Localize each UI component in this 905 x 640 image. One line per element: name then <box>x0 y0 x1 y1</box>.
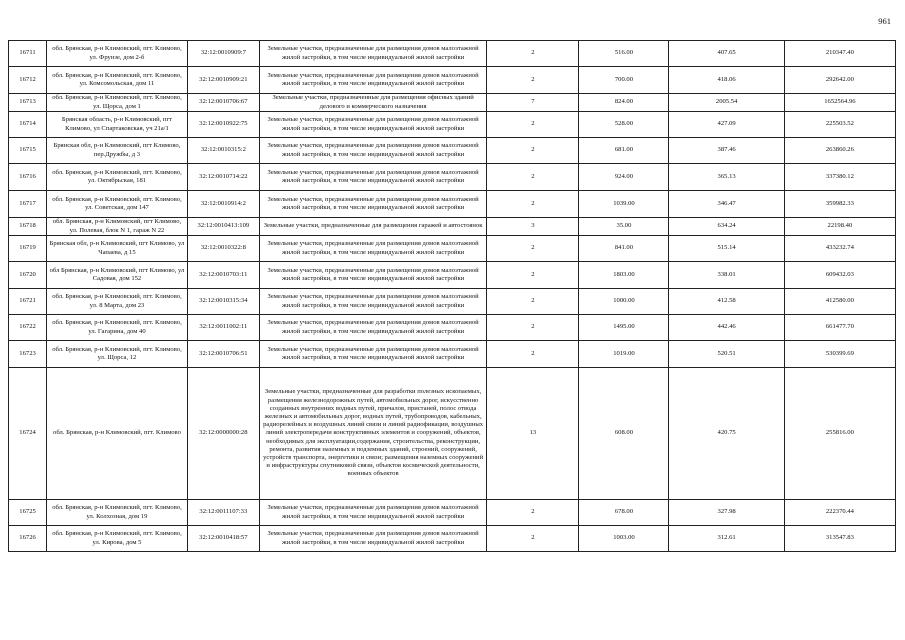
table-row <box>9 138 896 164</box>
cadastral-value-cell: 337380.12 <box>784 164 895 191</box>
page-number: 961 <box>878 16 891 26</box>
land-use-cell: Земельные участки, предназначенные для размещения офисных зданий делового и коммерческого назначения <box>259 94 487 112</box>
table-row <box>9 368 896 500</box>
table-row <box>9 218 896 236</box>
group-code-cell: 2 <box>487 41 579 67</box>
group-code-cell: 2 <box>487 191 579 218</box>
address-cell: обл. Брянская, р-н Климовский, пгт. Климово, ул. Кирова, дом 5 <box>47 526 188 552</box>
area-cell: 1803.00 <box>579 262 669 289</box>
group-code-cell: 2 <box>487 112 579 138</box>
cadastral-number-cell: 32:12:0010714:22 <box>187 164 259 191</box>
cadastral-number-cell: 32:12:0010418:57 <box>187 526 259 552</box>
land-use-cell: Земельные участки, предназначенные для размещения домов малоэтажной жилой застройки, в том числе индивидуальной жилой застройки <box>259 236 487 262</box>
cadastral-value-cell: 292642.00 <box>784 67 895 94</box>
group-code-cell: 2 <box>487 138 579 164</box>
group-code-cell: 2 <box>487 67 579 94</box>
cadastral-number-cell: 32:12:0010703:11 <box>187 262 259 289</box>
land-use-cell: Земельные участки, предназначенные для размещения домов малоэтажной жилой застройки, в том числе индивидуальной жилой застройки <box>259 41 487 67</box>
specific-value-cell: 338.01 <box>669 262 784 289</box>
address-cell: обл. Брянская, р-н Климовский, пгт. Климово, ул. 8 Марта, дом 23 <box>47 289 188 315</box>
group-code-cell: 2 <box>487 289 579 315</box>
cadastral-value-cell: 22198.40 <box>784 218 895 236</box>
address-cell: обл. Брянская, р-н Климовский, пгт. Климово <box>47 368 188 500</box>
specific-value-cell: 412.58 <box>669 289 784 315</box>
cadastral-value-table <box>8 40 896 552</box>
cadastral-number-cell: 32:12:0010909:21 <box>187 67 259 94</box>
area-cell: 824.00 <box>579 94 669 112</box>
land-use-cell: Земельные участки, предназначенные для разработки полезных ископаемых, размещения железнодорожных путей, автомобильных дорог, искусственно созданных внутренних водных путей, причалов, пристаней, полос отвода железных и автомобильных дорог, водных путей, трубопроводов, кабельных, радиорелейных и воздушных линий связи и линий радиофикации, воздушных линий электропередачи конструктивных элементов и сооружений, объектов, необходимых для эксплуатации,содержания, строительства, реконструкции, ремонта, развития наземных и подземных зданий, строений, сооружений, устройств транспорта, энергетики и связи; размещения наземных сооружений и инфраструктуры спутниковой связи, объектов космической деятельности, военных объектов <box>259 368 487 500</box>
area-cell: 841.00 <box>579 236 669 262</box>
table-row <box>9 341 896 368</box>
address-cell: обл. Брянская, р-н Климовский, пгт. Климово, ул. Щорса, дом 1 <box>47 94 188 112</box>
row-number-cell: 16712 <box>9 67 47 94</box>
cadastral-number-cell: 32:12:0010322:8 <box>187 236 259 262</box>
group-code-cell: 2 <box>487 500 579 526</box>
land-use-cell: Земельные участки, предназначенные для размещения домов малоэтажной жилой застройки, в том числе индивидуальной жилой застройки <box>259 289 487 315</box>
row-number-cell: 16720 <box>9 262 47 289</box>
land-use-cell: Земельные участки, предназначенные для размещения гаражей и автостоянок <box>259 218 487 236</box>
land-use-cell: Земельные участки, предназначенные для размещения домов малоэтажной жилой застройки, в том числе индивидуальной жилой застройки <box>259 500 487 526</box>
address-cell: обл. Брянская, р-н Климовский, пгт Климово, ул. Полевая, блок N 1, гараж N 22 <box>47 218 188 236</box>
land-use-cell: Земельные участки, предназначенные для размещения домов малоэтажной жилой застройки, в том числе индивидуальной жилой застройки <box>259 341 487 368</box>
table-body <box>9 41 896 552</box>
table-row <box>9 41 896 67</box>
cadastral-value-cell: 433232.74 <box>784 236 895 262</box>
row-number-cell: 16718 <box>9 218 47 236</box>
cadastral-value-cell: 609432.03 <box>784 262 895 289</box>
row-number-cell: 16724 <box>9 368 47 500</box>
specific-value-cell: 407.65 <box>669 41 784 67</box>
specific-value-cell: 418.06 <box>669 67 784 94</box>
table-row <box>9 315 896 341</box>
address-cell: обл. Брянская, р-н Климовский, пгт. Климово, ул. Щорса, 12 <box>47 341 188 368</box>
specific-value-cell: 634.24 <box>669 218 784 236</box>
specific-value-cell: 312.61 <box>669 526 784 552</box>
land-use-cell: Земельные участки, предназначенные для размещения домов малоэтажной жилой застройки, в том числе индивидуальной жилой застройки <box>259 526 487 552</box>
land-use-cell: Земельные участки, предназначенные для размещения домов малоэтажной жилой застройки, в том числе индивидуальной жилой застройки <box>259 164 487 191</box>
land-use-cell: Земельные участки, предназначенные для размещения домов малоэтажной жилой застройки, в том числе индивидуальной жилой застройки <box>259 315 487 341</box>
specific-value-cell: 420.75 <box>669 368 784 500</box>
area-cell: 681.00 <box>579 138 669 164</box>
address-cell: обл. Брянская, р-н Климовский, пгт. Климово, ул. Комсомольская, дом 11 <box>47 67 188 94</box>
land-use-cell: Земельные участки, предназначенные для размещения домов малоэтажной жилой застройки, в том числе индивидуальной жилой застройки <box>259 262 487 289</box>
group-code-cell: 2 <box>487 341 579 368</box>
row-number-cell: 16722 <box>9 315 47 341</box>
area-cell: 924.00 <box>579 164 669 191</box>
cadastral-number-cell: 32:12:0010706:67 <box>187 94 259 112</box>
row-number-cell: 16714 <box>9 112 47 138</box>
cadastral-number-cell: 32:12:0011107:33 <box>187 500 259 526</box>
cadastral-value-cell: 530399.69 <box>784 341 895 368</box>
table-row <box>9 94 896 112</box>
table-row <box>9 236 896 262</box>
table-row <box>9 67 896 94</box>
group-code-cell: 7 <box>487 94 579 112</box>
cadastral-value-cell: 263860.26 <box>784 138 895 164</box>
table-row <box>9 526 896 552</box>
cadastral-value-cell: 313547.83 <box>784 526 895 552</box>
group-code-cell: 2 <box>487 315 579 341</box>
row-number-cell: 16715 <box>9 138 47 164</box>
group-code-cell: 2 <box>487 236 579 262</box>
row-number-cell: 16723 <box>9 341 47 368</box>
row-number-cell: 16721 <box>9 289 47 315</box>
row-number-cell: 16717 <box>9 191 47 218</box>
cadastral-value-cell: 661477.70 <box>784 315 895 341</box>
table-row <box>9 289 896 315</box>
row-number-cell: 16726 <box>9 526 47 552</box>
group-code-cell: 13 <box>487 368 579 500</box>
cadastral-value-cell: 255816.00 <box>784 368 895 500</box>
specific-value-cell: 346.47 <box>669 191 784 218</box>
address-cell: обл. Брянская, р-н Климовский, пгт. Климово, ул. Октябрьская, 181 <box>47 164 188 191</box>
cadastral-value-cell: 222370.44 <box>784 500 895 526</box>
land-use-cell: Земельные участки, предназначенные для размещения домов малоэтажной жилой застройки, в том числе индивидуальной жилой застройки <box>259 112 487 138</box>
row-number-cell: 16719 <box>9 236 47 262</box>
cadastral-number-cell: 32:12:0010315:2 <box>187 138 259 164</box>
address-cell: Брянская область, р-н Климовский, пгт Климово, ул Спартаковская, уч 21а/1 <box>47 112 188 138</box>
address-cell: обл. Брянская, р-н Климовский, пгт. Климово, ул. Фрунзе, дом 2-б <box>47 41 188 67</box>
group-code-cell: 3 <box>487 218 579 236</box>
specific-value-cell: 515.14 <box>669 236 784 262</box>
specific-value-cell: 365.13 <box>669 164 784 191</box>
address-cell: Брянская обл, р-н Климовский, пгт Климово, пер.Дружбы, д 3 <box>47 138 188 164</box>
land-use-cell: Земельные участки, предназначенные для размещения домов малоэтажной жилой застройки, в том числе индивидуальной жилой застройки <box>259 138 487 164</box>
cadastral-number-cell: 32:12:0000000:28 <box>187 368 259 500</box>
cadastral-number-cell: 32:12:0010909:7 <box>187 41 259 67</box>
cadastral-number-cell: 32:12:0011002:11 <box>187 315 259 341</box>
group-code-cell: 2 <box>487 262 579 289</box>
row-number-cell: 16711 <box>9 41 47 67</box>
specific-value-cell: 442.46 <box>669 315 784 341</box>
area-cell: 1495.00 <box>579 315 669 341</box>
area-cell: 1000.00 <box>579 289 669 315</box>
area-cell: 1019.00 <box>579 341 669 368</box>
row-number-cell: 16725 <box>9 500 47 526</box>
address-cell: обл Брянская, р-н Климовский, пгт Климово, ул Садовая, дом 152 <box>47 262 188 289</box>
cadastral-number-cell: 32:12:0010315:34 <box>187 289 259 315</box>
specific-value-cell: 387.46 <box>669 138 784 164</box>
cadastral-number-cell: 32:12:0010922:75 <box>187 112 259 138</box>
specific-value-cell: 427.09 <box>669 112 784 138</box>
table-row <box>9 191 896 218</box>
cadastral-value-cell: 412580.00 <box>784 289 895 315</box>
area-cell: 528.00 <box>579 112 669 138</box>
cadastral-number-cell: 32:12:0010706:51 <box>187 341 259 368</box>
cadastral-value-cell: 225503.52 <box>784 112 895 138</box>
table-row <box>9 500 896 526</box>
area-cell: 1039.00 <box>579 191 669 218</box>
area-cell: 700.00 <box>579 67 669 94</box>
table-row <box>9 262 896 289</box>
address-cell: Брянская обл, р-н Климовский, пгт Климово, ул Чапаева, д 15 <box>47 236 188 262</box>
land-use-cell: Земельные участки, предназначенные для размещения домов малоэтажной жилой застройки, в том числе индивидуальной жилой застройки <box>259 191 487 218</box>
specific-value-cell: 520.51 <box>669 341 784 368</box>
cadastral-value-cell: 359982.33 <box>784 191 895 218</box>
area-cell: 516.00 <box>579 41 669 67</box>
area-cell: 1003.00 <box>579 526 669 552</box>
group-code-cell: 2 <box>487 526 579 552</box>
cadastral-value-cell: 1652564.96 <box>784 94 895 112</box>
specific-value-cell: 2005.54 <box>669 94 784 112</box>
row-number-cell: 16716 <box>9 164 47 191</box>
table-row <box>9 164 896 191</box>
row-number-cell: 16713 <box>9 94 47 112</box>
group-code-cell: 2 <box>487 164 579 191</box>
table-row <box>9 112 896 138</box>
cadastral-number-cell: 32:12:0010413:109 <box>187 218 259 236</box>
area-cell: 608.00 <box>579 368 669 500</box>
address-cell: обл. Брянская, р-н Климовский, пгт. Климово, ул. Гагарина, дом 40 <box>47 315 188 341</box>
address-cell: обл. Брянская, р-н Климовский, пгт. Климово, ул. Советская, дом 147 <box>47 191 188 218</box>
cadastral-number-cell: 32:12:0010914:2 <box>187 191 259 218</box>
land-use-cell: Земельные участки, предназначенные для размещения домов малоэтажной жилой застройки, в том числе индивидуальной жилой застройки <box>259 67 487 94</box>
specific-value-cell: 327.98 <box>669 500 784 526</box>
area-cell: 35.00 <box>579 218 669 236</box>
address-cell: обл. Брянская, р-н Климовский, пгт. Климово, ул. Колхозная, дом 19 <box>47 500 188 526</box>
area-cell: 678.00 <box>579 500 669 526</box>
cadastral-value-cell: 210347.40 <box>784 41 895 67</box>
